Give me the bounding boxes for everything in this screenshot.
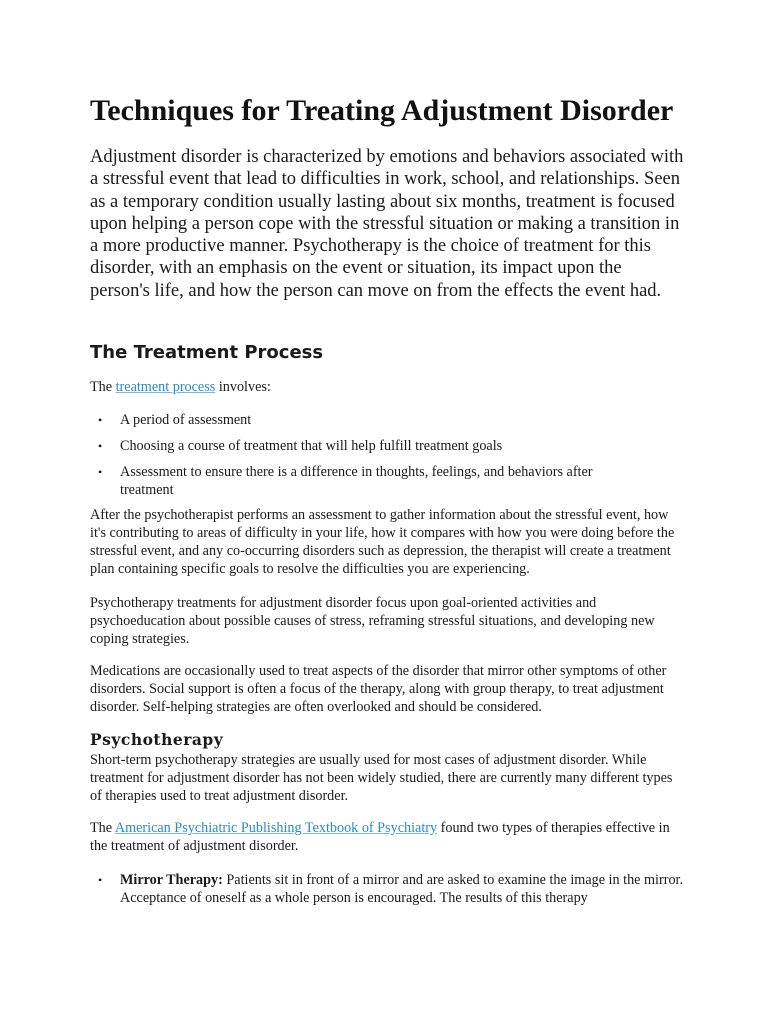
treatment-lead-suffix: involves: — [215, 379, 271, 395]
treatment-steps-list — [90, 411, 686, 499]
goal-oriented-paragraph: Psychotherapy treatments for adjustment disorder focus upon goal-oriented activities and psychoeducation about possible causes of stress, reframing stressful situations, and developing new coping strategies. — [90, 595, 655, 647]
reference-suffix: found two types of therapies effective in the treatment of adjustment disorder. — [90, 820, 670, 854]
section-heading-psychotherapy: Psychotherapy — [90, 730, 224, 749]
therapy-name: Mirror Therapy: — [120, 872, 223, 888]
bullet-icon: • — [98, 439, 103, 453]
bullet-icon: • — [98, 465, 103, 479]
bullet-icon: • — [98, 413, 103, 427]
textbook-reference — [90, 819, 686, 855]
assessment-paragraph: After the psychotherapist performs an assessment to gather information about the stressful event, how it's contributing to areas of difficulty in your life, how it compares with how you were doing before the stressful event, and any co-occurring disorders such as depression, the therapist will create a treatment plan containing specific goals to resolve the difficulties you are experiencing. — [90, 507, 675, 577]
page-title: Techniques for Treating Adjustment Disorder — [90, 94, 674, 127]
list-item-text: Choosing a course of treatment that will help fulfill treatment goals — [120, 438, 503, 454]
intro-paragraph: Adjustment disorder is characterized by emotions and behaviors associated with a stressful event that lead to difficulties in work, school, and relationships. Seen as a temporary condition usually lasting about six months, treatment is focused upon helping a person cope with the stressful situation or making a transition in a more productive manner. Psychotherapy is the choice of treatment for this disorder, with an emphasis on the event or situation, its impact upon the person's life, and how the person can move on from the effects the event had. — [90, 147, 684, 301]
treatment-lead — [90, 378, 686, 396]
textbook-link[interactable]: American Psychiatric Publishing Textbook of Psychiatry — [114, 820, 438, 836]
treatment-lead-prefix: The — [90, 379, 116, 395]
list-item-text: Assessment to ensure there is a difference in thoughts, feelings, and behaviors after treatment — [120, 464, 593, 498]
therapy-description: Patients sit in front of a mirror and are asked to examine the image in the mirror. Acceptance of oneself as a whole person is encouraged. The results of this therapy — [120, 872, 684, 906]
bullet-icon: • — [98, 873, 103, 887]
list-item — [90, 437, 686, 455]
psychotherapy-paragraph: Short-term psychotherapy strategies are usually used for most cases of adjustment disorder. While treatment for adjustment disorder has not been widely studied, there are currently many different types of therapies used to treat adjustment disorder. — [90, 752, 673, 804]
treatment-process-link[interactable]: treatment process — [115, 379, 216, 395]
list-item — [90, 463, 640, 499]
list-item-text: A period of assessment — [120, 412, 252, 428]
list-item — [90, 411, 686, 429]
list-item — [90, 871, 686, 907]
reference-prefix: The — [90, 820, 115, 836]
section-heading-treatment-process: The Treatment Process — [90, 342, 324, 363]
medications-paragraph: Medications are occasionally used to treat aspects of the disorder that mirror other symptoms of other disorders. Social support is often a focus of the therapy, along with group therapy, to treat adjustment disorder. Self-helping strategies are often overlooked and should be considered. — [90, 663, 667, 715]
therapies-list — [90, 871, 686, 907]
